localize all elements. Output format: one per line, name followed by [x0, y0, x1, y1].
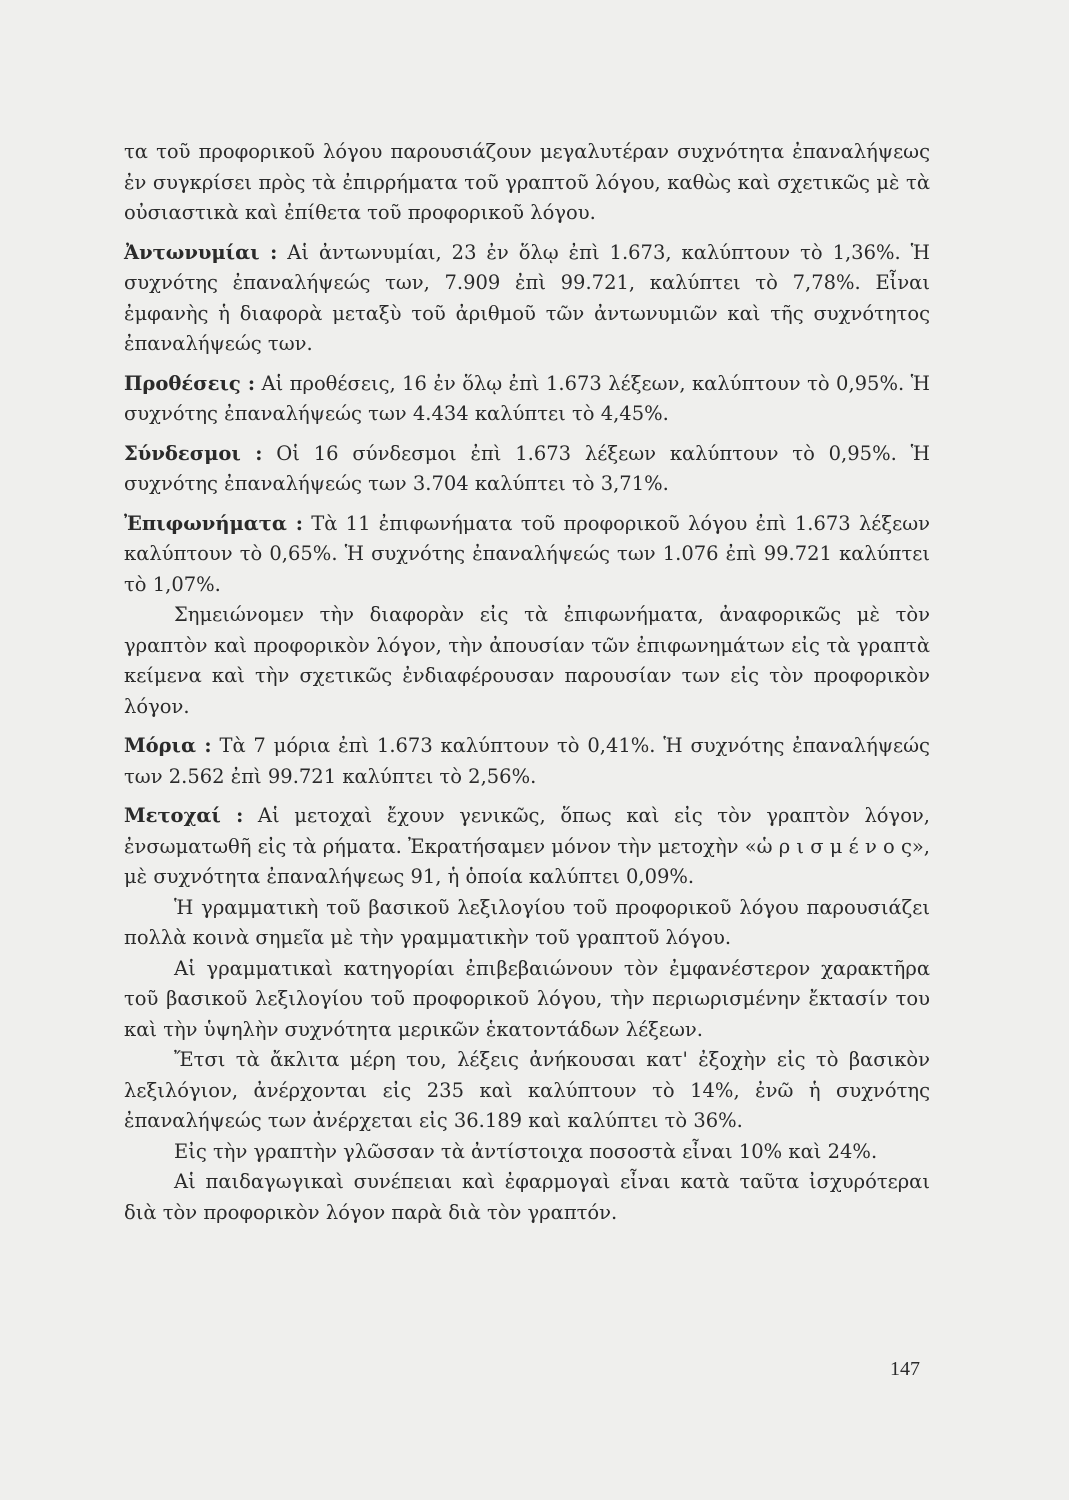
paragraph-text: Τὰ 11 ἐπιφωνήματα τοῦ προφορικοῦ λόγου ἐπὶ 1.673 λέξεων καλύπτουν τὸ 0,65%. Ἡ συχνότης ἐπαναλήψεώς των 1.076 ἐπὶ 99.721 καλύπτει τὸ 1,07%. — [124, 511, 930, 596]
paragraph-interjections-note — [124, 600, 930, 722]
paragraph-indeclinable — [124, 1045, 930, 1137]
section-term-conjunctions: Σύνδεσμοι : — [124, 441, 263, 465]
paragraph-adverbs-continued — [124, 137, 930, 229]
paragraph-text: Τὰ 7 μόρια ἐπὶ 1.673 καλύπτουν τὸ 0,41%. Ἡ συχνότης ἐπαναλήψεώς των 2.562 ἐπὶ 99.721 καλύπτει τὸ 2,56%. — [124, 734, 930, 788]
section-term-pronouns: Ἀντωνυμίαι : — [124, 240, 278, 264]
paragraph-interjections — [124, 509, 930, 601]
paragraph-text: Οἱ 16 σύνδεσμοι ἐπὶ 1.673 λέξεων καλύπτουν τὸ 0,95%. Ἡ συχνότης ἐπαναλήψεώς των 3.704 καλύπτει τὸ 3,71%. — [124, 441, 930, 495]
paragraph-conjunctions — [124, 439, 930, 500]
paragraph-text: τα τοῦ προφορικοῦ λόγου παρουσιάζουν μεγαλυτέραν συχνότητα ἐπαναλήψεως ἐν συγκρίσει πρὸς τὰ ἐπιρρήματα τοῦ γραπτοῦ λόγου, καθὼς καὶ σχετικῶς μὲ τὰ οὐσιαστικὰ καὶ ἐπίθετα τοῦ προφορικοῦ λόγου. — [124, 140, 930, 224]
paragraph-participles — [124, 801, 930, 893]
section-term-participles: Μετοχαί : — [124, 804, 244, 827]
paragraph-written-percentages — [124, 1137, 930, 1168]
body-text — [124, 137, 930, 1228]
paragraph-particles — [124, 731, 930, 792]
paragraph-text: Ἔτσι τὰ ἄκλιτα μέρη του, λέξεις ἀνήκουσαι κατ' ἐξοχὴν εἰς τὸ βασικὸν λεξιλόγιον, ἀνέρχονται εἰς 235 καὶ καλύπτουν τὸ 14%, ἐνῶ ἡ συχνότης ἐπαναλήψεώς των ἀνέρχεται εἰς 36.189 καὶ καλύπτει τὸ 36%. — [124, 1048, 930, 1132]
paragraph-grammar-categories — [124, 954, 930, 1046]
paragraph-text: Αἱ προθέσεις, 16 ἐν ὅλῳ ἐπὶ 1.673 λέξεων, καλύπτουν τὸ 0,95%. Ἡ συχνότης ἐπαναλήψεώς των 4.434 καλύπτει τὸ 4,45%. — [124, 371, 930, 425]
paragraph-text: Αἱ ἀντωνυμίαι, 23 ἐν ὅλῳ ἐπὶ 1.673, καλύπτουν τὸ 1,36%. Ἡ συχνότης ἐπαναλήψεώς των, 7.909 ἐπὶ 99.721, καλύπτει τὸ 7,78%. Εἶναι ἐμφανὴς ἡ διαφορὰ μεταξὺ τοῦ ἀριθμοῦ τῶν ἀντωνυμιῶν καὶ τῆς συχνότητος ἐπαναλήψεώς των. — [124, 240, 931, 355]
section-term-particles: Μόρια : — [124, 734, 212, 757]
paragraph-text: Αἱ γραμματικαὶ κατηγορίαι ἐπιβεβαιώνουν τὸν ἐμφανέστερον χαρακτῆρα τοῦ βασικοῦ λεξιλογίου τοῦ προφορικοῦ λόγου, τὴν περιωρισμένην ἔκτασίν του καὶ τὴν ὑψηλὴν συχνότητα μερικῶν ἑκατοντάδων λέξεων. — [124, 956, 930, 1041]
section-term-interjections: Ἐπιφωνήματα : — [124, 511, 303, 535]
paragraph-text: Αἱ μετοχαὶ ἔχουν γενικῶς, ὅπως καὶ εἰς τὸν γραπτὸν λόγον, ἐνσωματωθῆ εἰς τὰ ρήματα. Ἐκρατήσαμεν μόνον τὴν μετοχὴν «ὡ ρ ι σ μ έ ν ο ς», μὲ συχνότητα ἐπαναλήψεως 91, ἡ ὁποία καλύπτει 0,09%. — [124, 804, 930, 888]
paragraph-pedagogical — [124, 1167, 930, 1228]
paragraph-prepositions — [124, 369, 930, 430]
section-term-prepositions: Προθέσεις : — [124, 371, 256, 395]
paragraph-text: Ἡ γραμματικὴ τοῦ βασικοῦ λεξιλογίου τοῦ προφορικοῦ λόγου παρουσιάζει πολλὰ κοινὰ σημεῖα μὲ τὴν γραμματικὴν τοῦ γραπτοῦ λόγου. — [124, 895, 930, 949]
paragraph-text: Εἰς τὴν γραπτὴν γλῶσσαν τὰ ἀντίστοιχα ποσοστὰ εἶναι 10% καὶ 24%. — [174, 1139, 878, 1163]
paragraph-text: Αἱ παιδαγωγικαὶ συνέπειαι καὶ ἐφαρμογαὶ εἶναι κατὰ ταῦτα ἰσχυρότεραι διὰ τὸν προφορικὸν λόγον παρὰ διὰ τὸν γραπτόν. — [124, 1170, 930, 1224]
paragraph-grammar-common — [124, 893, 930, 954]
paragraph-pronouns — [124, 238, 930, 360]
paragraph-text: Σημειώνομεν τὴν διαφορὰν εἰς τὰ ἐπιφωνήματα, ἀναφορικῶς μὲ τὸν γραπτὸν καὶ προφορικὸν λόγον, τὴν ἀπουσίαν τῶν ἐπιφωνημάτων εἰς τὰ γραπτὰ κείμενα καὶ τὴν σχετικῶς ἐνδιαφέρουσαν παρουσίαν των εἰς τὸν προφορικὸν λόγον. — [124, 603, 930, 718]
page-number: 147 — [890, 1358, 920, 1380]
